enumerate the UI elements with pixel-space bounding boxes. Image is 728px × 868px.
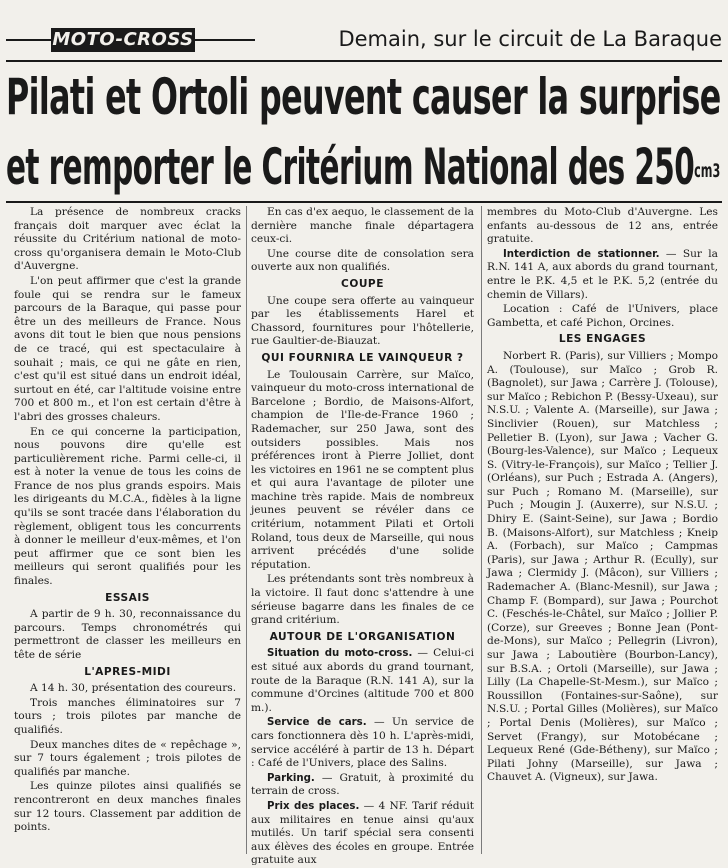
- paragraph: A 14 h. 30, présentation des coureurs.: [30, 682, 237, 695]
- subheadline: Demain, sur le circuit de La Baraque: [338, 27, 722, 51]
- lead-situation: Situation du moto-cross.: [267, 648, 413, 660]
- paragraph: Deux manches dites de « repêchage », sur 7 tours également ; trois pilotes de qualifiés par manche.: [14, 738, 241, 778]
- lead-parking: Parking.: [267, 772, 315, 784]
- paragraph-parking: [251, 772, 474, 799]
- entrants-list: Norbert R. (Paris), sur Villiers ; Mompo A. (Toulouse), sur Maïco ; Grob R. (Bagnolet), sur Jawa ; Carrère J. (Tolouse), sur Maïco ; Rebichon P. (Bessy-Uxeau), sur N.S.U. ; Valente A. (Marseille), sur Jawa ; Sinclivier (Rouen), sur Matchless ; Pelletier B. (Lyon), sur Jawa ; Vacher G. (Bourg-les-Valence), sur Maïco ; Lequeux S. (Vitry-le-François), sur Maïco ; Tellier J. (Orléans), sur Puch ; Estrada A. (Angers), sur Puch ; Romano M. (Marseille), sur Puch ; Mougin J. (Auxerre), sur N.S.U. ; Dhiry E. (Saint-Seine), sur Jawa ; Bordio B. (Maisons-Alfort), sur Matchless ; Kneip A. (Forbach), sur Maïco ; Campmas (Paris), sur Jawa ; Arthur R. (Ecully), sur Jawa ; Clermidy J. (Mâcon), sur Villiers ; Rademacher A. (Blanc-Mesnil), sur Jawa ; Champ F. (Bompard), sur Jawa ; Pourchot C. (Feschés-le-Châtel, sur Maïco ; Jollier P. (Corze), sur Greeves ; Bonne Jean (Pont-de-Mons), sur Maïco ; Pellegrin (Livron), sur Jawa ; Laboutière (Bourbon-Lancy), sur B.S.A. ; Ortoli (Marseille), sur Jawa ; Lilly (La Chapelle-St-Mesm.), sur Maïco ; Roussillon (Fontaines-sur-Saône), sur N.S.U. ; Portal Gilles (Molières), sur Maïco ; Portal Denis (Molières), sur Maïco ; Servet (Frangy), sur Motobécane ; Lequeux René (Gde-Bétheny), sur Maïco ; Pilati Johny (Marseille), sur Jawa ; Chauvet A. (Vigneux), sur Jawa.: [487, 349, 718, 784]
- lead-cars: Service de cars.: [267, 717, 367, 729]
- paragraph: Le Toulousain Carrère, sur Maïco, vainqueur du moto-cross international de Barcelone ; Bordio, de Maisons-Alfort, champion de l'Ile-de-France 1960 ; Rademacher, sur 250 Jawa, sont des outsiders possibles. Mais nos préférences iront à Pierre Jolliet, dont les victoires en 1961 ne se comptent plus et qui aura l'avantage de piloter une machine très rapide. Mais de nombreux jeunes peuvent se révéler dans ce critérium, notamment Pilati et Ortoli Roland, tous deux de Marseille, qui nous arrivent précédés d'une solide réputation.: [251, 368, 474, 571]
- paragraph-cars: [251, 716, 474, 770]
- article-column-1: [14, 206, 241, 856]
- section-rubric: MOTO-CROSS: [52, 29, 194, 50]
- section-heading-essais: ESSAIS: [105, 591, 150, 604]
- text-cars: — Un service de cars fonctionnera dès 10 h. L'après-midi, service accéléré à partir de 13 h. Départ : Café de l'Univers, place des Salins.: [251, 716, 474, 770]
- section-heading-coupe: COUPE: [341, 277, 384, 290]
- text-parking: — Gratuit, à proximité du terrain de cross.: [251, 771, 474, 798]
- headline-line-2-text: et remporter le Critérium National des 250: [6, 138, 695, 196]
- paragraph: Les prétendants sont très nombreux à la victoire. Il faut donc s'attendre à une sérieuse bagarre dans les finales de ce grand critérium.: [251, 573, 474, 627]
- paragraph: La présence de nombreux cracks français doit marquer avec éclat la réussite du Critérium national de moto-cross qu'organisera demain le Moto-Club d'Auvergne.: [14, 206, 241, 273]
- paragraph: L'on peut affirmer que c'est la grande foule qui se rendra sur le fameux parcours de la Baraque, qui passe pour être un des meilleurs de France. Nous avons dit tout le bien que nous pensions de ce tracé, qui est spectaculaire à souhait ; mais, ce qui ne gâte en rien, c'est qu'il est situé dans un endroit idéal, surtout en été, car l'altitude voisine entre 700 et 800 m., et l'on est certain d'être à l'abri des grosses chaleurs.: [14, 274, 241, 423]
- paragraph: Location : Café de l'Univers, place Gambetta, et café Pichon, Orcines.: [487, 303, 718, 329]
- rubric-rule-left: [6, 39, 51, 41]
- header-rule: [6, 60, 722, 62]
- section-heading-vainqueur: QUI FOURNIRA LE VAINQUEUR ?: [261, 351, 464, 364]
- paragraph-situation: [251, 647, 474, 715]
- article-column-2: [251, 206, 474, 867]
- column-divider: [481, 206, 482, 854]
- paragraph: Trois manches éliminatoires sur 7 tours ; trois pilotes par manche de qualifiés.: [14, 696, 241, 736]
- rubric-rule-right: [195, 39, 255, 41]
- lead-prix: Prix des places.: [267, 800, 360, 812]
- paragraph: Une course dite de consolation sera ouverte aux non qualifiés.: [251, 247, 474, 274]
- column-divider: [246, 206, 247, 854]
- paragraph-interdiction: [487, 248, 718, 302]
- headline-line-2: [6, 134, 721, 200]
- paragraph: En ce qui concerne la participation, nous pouvons dire qu'elle est particulièrement riche. Parmi celle-ci, il est à noter la venue de tous les coins de France de nos plus grands espoirs. Mais les dirigeants du M.C.A., fidèles à la ligne qu'ils se sont tracée dans l'élaboration du règlement, obligent tous les concurrents à donner le meilleur d'eux-mêmes, et l'on peut affirmer que ce sont bien les meilleurs qui seront qualifiés pour les finales.: [14, 425, 241, 588]
- lead-interdiction: Interdiction de stationner.: [503, 248, 660, 260]
- paragraph: Une coupe sera offerte au vainqueur par les établissements Harel et Chassord, fournitures pour l'hôtellerie, rue Gaultier-de-Biauzat.: [251, 294, 474, 348]
- headline-line-1: Pilati et Ortoli peuvent causer la surprise: [6, 68, 721, 126]
- paragraph: En cas d'ex aequo, le classement de la dernière manche finale départagera ceux-ci.: [251, 206, 474, 246]
- text-prix: — 4 NF. Tarif réduit aux militaires en tenue ainsi qu'aux mutilés. Un tarif spécial sera consenti aux élèves des écoles en groupe. Entrée gratuite aux: [251, 799, 474, 867]
- text-situation: — Celui-ci est situé aux abords du grand tournant, route de la Baraque (R.N. 141 A), sur la commune d'Orcines (altitude 700 et 800 m.).: [251, 647, 474, 714]
- paragraph-prix: [251, 800, 474, 868]
- section-heading-engages: LES ENGAGES: [558, 333, 647, 346]
- section-heading-apres-midi: L'APRES-MIDI: [84, 665, 171, 678]
- article-column-3: [487, 206, 718, 856]
- paragraph: membres du Moto-Club d'Auvergne. Les enfants au-dessous de 12 ans, entrée gratuite.: [487, 206, 718, 246]
- section-heading-organisation: AUTOUR DE L'ORGANISATION: [269, 630, 456, 643]
- paragraph: Les quinze pilotes ainsi qualifiés se rencontreront en deux manches finales sur 12 tours. Classement par addition de points.: [14, 780, 241, 834]
- text-interdiction: — Sur la R.N. 141 A, aux abords du grand tournant, entre le P.K. 4,5 et le P.K. 5,2 (entrée du chemin de Villars).: [487, 247, 718, 301]
- paragraph: A partir de 9 h. 30, reconnaissance du parcours. Temps chronométrés qui permettront de classer les meilleurs en tête de série: [14, 608, 241, 661]
- headline-rule: [6, 201, 722, 203]
- headline-unit: cm3: [694, 160, 721, 182]
